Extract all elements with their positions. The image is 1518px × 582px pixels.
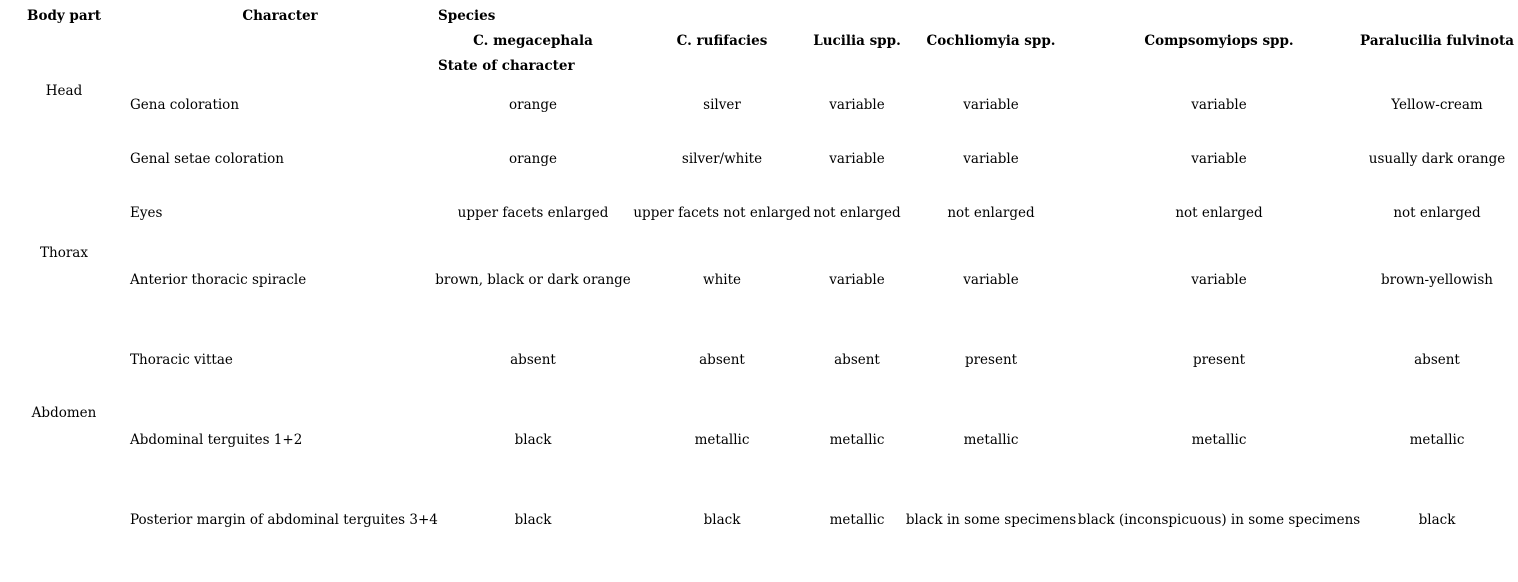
table-cell: white <box>703 272 741 288</box>
table-cell: usually dark orange <box>1368 151 1506 167</box>
character-label: Thoracic vittae <box>130 352 233 368</box>
table-cell: metallic <box>1191 432 1247 448</box>
table-cell: Yellow-cream <box>1391 97 1483 113</box>
header-body-part: Body part <box>27 8 101 24</box>
body-part-thorax: Thorax <box>40 245 88 261</box>
table-cell: variable <box>829 272 885 288</box>
header-species: Species <box>438 8 496 24</box>
table-cell: orange <box>509 97 557 113</box>
table-cell: silver/white <box>681 151 763 167</box>
table-cell: metallic <box>694 432 750 448</box>
species-col-c-megacephala: C. megacephala <box>473 33 593 49</box>
table-cell: upper facets not enlarged <box>633 205 811 221</box>
table-cell: metallic <box>829 512 885 528</box>
table-cell: not enlarged <box>947 205 1035 221</box>
table-cell: black <box>514 512 552 528</box>
species-col-c-rufifacies: C. rufifacies <box>676 33 768 49</box>
table-cell: absent <box>834 352 880 368</box>
table-cell: silver <box>703 97 741 113</box>
table-cell: variable <box>963 151 1019 167</box>
table-cell: variable <box>1191 97 1247 113</box>
table-cell: upper facets enlarged <box>457 205 609 221</box>
table-cell: black in some specimens <box>905 512 1077 528</box>
table-cell: variable <box>1191 272 1247 288</box>
table-cell: black <box>514 432 552 448</box>
species-col-lucilia: Lucilia spp. <box>813 33 901 49</box>
table-cell: variable <box>829 97 885 113</box>
table-cell: brown-yellowish <box>1381 272 1493 288</box>
table-cell: absent <box>510 352 556 368</box>
species-col-compsomyiops: Compsomyiops spp. <box>1144 33 1294 49</box>
table-cell: not enlarged <box>1175 205 1263 221</box>
table-cell: black <box>1418 512 1456 528</box>
table-cell: not enlarged <box>813 205 901 221</box>
species-col-paralucilia: Paralucilia fulvinota <box>1360 33 1514 49</box>
table-cell: black (inconspicuous) in some specimens <box>1077 512 1361 528</box>
table-cell: metallic <box>829 432 885 448</box>
species-col-cochliomyia: Cochliomyia spp. <box>926 33 1056 49</box>
character-label: Anterior thoracic spiracle <box>130 272 307 288</box>
character-label: Abdominal terguites 1+2 <box>130 432 303 448</box>
table-cell: absent <box>699 352 745 368</box>
table-cell: variable <box>829 151 885 167</box>
table-cell: variable <box>963 97 1019 113</box>
table-cell: present <box>964 352 1018 368</box>
header-character: Character <box>242 8 318 24</box>
table-cell: black <box>703 512 741 528</box>
character-label: Posterior margin of abdominal terguites 3+4 <box>130 512 438 528</box>
body-part-head: Head <box>45 83 83 99</box>
header-state-of-character: State of character <box>438 58 575 74</box>
table-cell: not enlarged <box>1393 205 1481 221</box>
table-cell: brown, black or dark orange <box>435 272 631 288</box>
table-cell: absent <box>1414 352 1460 368</box>
table-cell: present <box>1192 352 1246 368</box>
table-cell: metallic <box>963 432 1019 448</box>
table-cell: metallic <box>1409 432 1465 448</box>
table-cell: variable <box>963 272 1019 288</box>
table-cell: orange <box>509 151 557 167</box>
character-label: Genal setae coloration <box>130 151 284 167</box>
character-label: Gena coloration <box>130 97 240 113</box>
table-cell: variable <box>1191 151 1247 167</box>
character-label: Eyes <box>130 205 163 221</box>
body-part-abdomen: Abdomen <box>31 405 97 421</box>
